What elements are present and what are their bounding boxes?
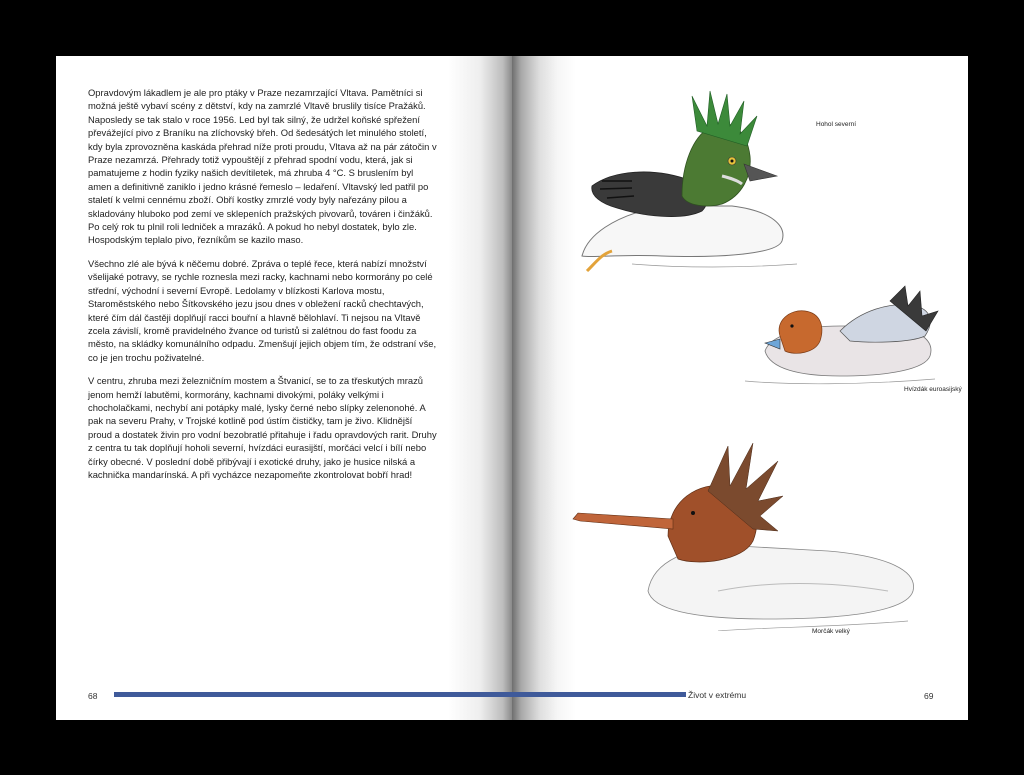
footer-rule [114,692,686,697]
paragraph-3: V centru, zhruba mezi železničním mostem a Štvanicí, se to za třeskutých mrazů jenom hemží labutěmi, kormorány, kachnami divokými, poláky velkými i chocholačkami, nechybí ani potápky malé, lysky černé nebo slípky zelenonohé. A pak na severu Prahy, v Trojské kotlině pod ústím čističky, tam je živo. Klidnější proud a dostatek živin pro vodní bezobratlé přitahuje i řadu opravdových rarit. Druhy z centra tu tak doplňují hoholi severní, hvízdáci eurasijští, morčáci velcí i bílí nebo čírky obecné. V poslední době přibývají i exotické druhy, jako je husice nilská a kachnička mandarínská. A při vycházce nezapomeňte zkontrolovat bobří hrad! [88,375,437,480]
book-spread [56,56,968,720]
left-page [56,56,512,720]
body-text [88,86,438,491]
illustration-morcak-velky [568,441,928,631]
illustration-hohol-severni [572,86,802,276]
illustration-hvizdak-euroasijsky [740,281,940,391]
running-title: Život v extrému [688,690,747,700]
right-page [512,56,968,720]
page-number-left: 68 [88,691,98,701]
caption-hvizdak-euroasijsky: Hvízdák euroasijský [904,386,962,393]
caption-morcak-velky: Morčák velký [812,628,850,635]
paragraph-1: Opravdovým lákadlem je ale pro ptáky v Praze nezamrzající Vltava. Pamětníci si možná ještě vybaví scény z dětství, kdy na zamrzlé Vltavě bruslily tisíce Pražáků. Naposledy se tak stalo v roce 1956. Led byl tak silný, že udržel koňské spřežení převážející pivo z Braníku na zlíchovský břeh. Od šedesátých let minulého století, kdy byla zprovozněna kaskáda přehrad níže proti proudu, Vltava až na pár zátočin v Praze nezamrzá. Přehrady totiž vypouštějí z přehrad spodní vodu, která, jak si pamatujeme z hodin fyziky našich devítiletek, má zhruba 4 °C. S bruslením byl amen a definitivně zaniklo i jedno krásné řemeslo – ledaření. Vltavský led patřil po staletí k velmi cennému zboží. Obří kostky zmrzlé vody byly nařezány pilou a skladovány hluboko pod zemí ve sklepeních pražských pivovarů, továren i činžáků. Po celý rok tu plnil roli ledniček a mrazáků. A pokud ho nebyl dostatek, bylo zle. Hospodským teplalo pivo, řezníkům se kazilo maso. [88,87,437,246]
caption-hohol-severni: Hohol severní [816,121,857,128]
paragraph-2: Všechno zlé ale bývá k něčemu dobré. Zpráva o teplé řece, která nabízí množství všelijaké potravy, se rychle roznesla mezi racky, kachnami nebo kormorány po celé střední, východní i severní Evropě. Ledolamy v blízkosti Karlova mostu, Staroměstského nebo Šítkovského jezu jsou dnes v obležení racků chechtavých, které čím dál častěji doplňují racci bouřní a hlavně bělohlaví. Ti nejsou na Vltavě zcela závislí, kromě pravidelného žvance od turistů si zalétnou do fast foodu za město, na skládky komunálního odpadu. Zmenšují jejich objem tím, že odstraní vše, co je jen trochu poživatelné. [88,257,437,363]
page-number-right: 69 [924,691,934,701]
